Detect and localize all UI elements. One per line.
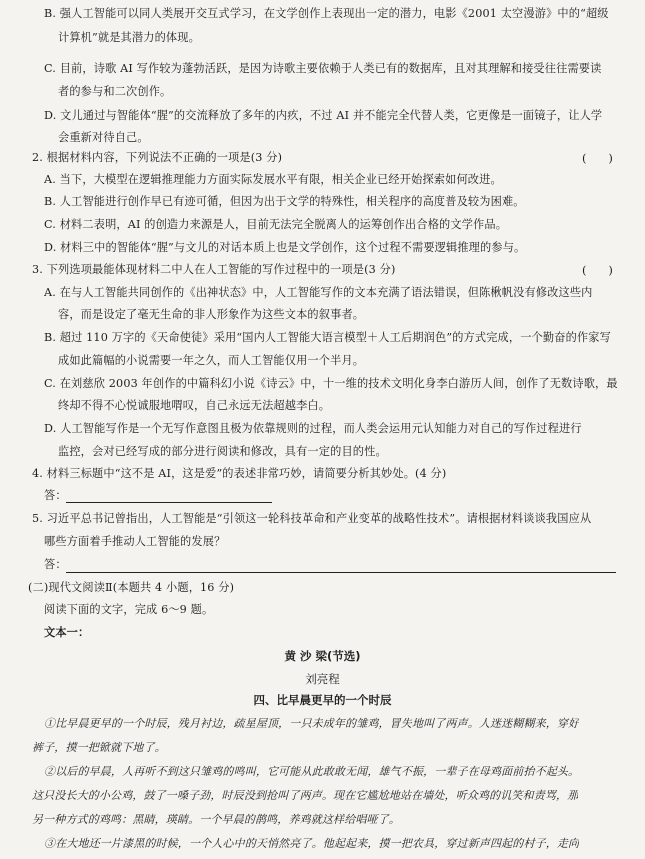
q4-stem: 4. 材料三标题中“这不是 AI，这是爱”的表述非常巧妙，请简要分析其妙处。(4 分) <box>32 467 447 480</box>
q5-stem-line2: 哪些方面着手推动人工智能的发展？ <box>44 535 226 548</box>
q1-option-d-line1: D. 文儿通过与智能体“腥”的交流释放了多年的内疚，不过 AI 并不能完全代替人类，它更像是一面镜子，让人学 <box>44 109 603 122</box>
q2-option-b: B. 人工智能进行创作早已有迹可循，但因为出于文学的特殊性，相关程序的高度普及较为困难。 <box>44 195 525 208</box>
paragraph-1-line1: ①比早晨更早的一个时辰，残月衬边，疏星屋顶，一只未成年的雏鸡，冒失地叫了两声。人迷迷糊糊来，穿好 <box>44 717 580 730</box>
q1-option-c-line1: C. 目前，诗歌 AI 写作较为蓬勃活跃，是因为诗歌主要依赖于人类已有的数据库，且对其理解和接受往往需要读 <box>44 62 602 75</box>
q1-option-b-line1: B. 强人工智能可以同人类展开交互式学习，在文学创作上表现出一定的潜力，电影《2001 太空漫游》中的“超级 <box>44 7 609 20</box>
q2-stem: 2. 根据材料内容，下列说法不正确的一项是(3 分) <box>32 151 283 164</box>
paragraph-2-line2: 这只没长大的小公鸡，鼓了一嗓子劲，时辰没到抢叫了两声。现在它尴尬地站在墙处，听众鸡的讥笑和责骂，那 <box>32 789 579 802</box>
q4-answer-label: 答： <box>44 489 67 502</box>
q1-option-c-line2: 者的参与和二次创作。 <box>58 85 172 98</box>
q3-option-c-line2: 终却不得不心悦诚服地喟叹，自己永远无法超越李白。 <box>58 399 331 412</box>
q3-option-d-line2: 监控，会对已经写成的部分进行阅读和修改，具有一定的目的性。 <box>58 445 387 458</box>
q3-option-a-line2: 容，而是设定了毫无生命的非人形象作为这些文本的叙事者。 <box>58 308 365 321</box>
q3-option-b-line2: 成如此篇幅的小说需要一年之久，而人工智能仅用一个半月。 <box>58 354 365 367</box>
q2-option-c: C. 材料二表明，AI 的创造力来源是人，目前无法完全脱离人的运筹创作出合格的文学作品。 <box>44 218 508 231</box>
q5-answer-label: 答： <box>44 558 67 571</box>
text-one-label: 文本一： <box>44 626 90 639</box>
q2-option-a: A. 当下，大模型在逻辑推理能力方面实际发展水平有限，相关企业已经开始探索如何改进。 <box>44 173 502 186</box>
q2-option-d: D. 材料三中的智能体“腥”与文儿的对话本质上也是文学创作，这个过程不需要逻辑推理的参与。 <box>44 241 526 254</box>
q3-option-d-line1: D. 人工智能写作是一个无写作意图且极为依靠规则的过程，而人类会运用元认知能力对自己的写作过程进行 <box>44 422 582 435</box>
q5-stem-line1: 5. 习近平总书记曾指出，人工智能是“引领这一轮科技革命和产业变革的战略性技术”。请根据材料谈谈我国应从 <box>32 512 592 525</box>
section-instruction: 阅读下面的文字，完成 6～9 题。 <box>44 603 214 616</box>
q5-answer-line[interactable] <box>66 572 616 573</box>
q3-option-b-line1: B. 超过 110 万字的《天命使徒》采用“国内人工智能大语言模型＋人工后期润色”的方式完成，一个勤奋的作家写 <box>44 331 611 344</box>
q3-answer-bracket: ( ) <box>582 263 613 277</box>
paragraph-1-line2: 裤子，摸一把锨就下地了。 <box>32 741 166 754</box>
section-heading: (二)现代文阅读Ⅱ(本题共 4 小题，16 分) <box>28 581 235 594</box>
paragraph-3-line1: ③在大地还一片漆黑的时候，一个人心中的天悄然亮了。他起起来，摸一把农具，穿过新声四起的村子，走向 <box>44 837 580 850</box>
paragraph-2-line3: 另一种方式的鸡鸣：黑睛，瑛睛。一个早晨的鹊鸣，养鸡就这样给唱哑了。 <box>32 813 400 826</box>
q3-option-c-line1: C. 在刘慈欣 2003 年创作的中篇科幻小说《诗云》中，十一维的技术文明化身李白游历人间，创作了无数诗歌，最 <box>44 377 618 390</box>
chapter-heading: 四、比早晨更早的一个时辰 <box>253 693 392 707</box>
q3-stem: 3. 下列选项最能体现材料二中人在人工智能的写作过程中的一项是(3 分) <box>32 263 396 276</box>
article-author: 刘亮程 <box>305 672 340 686</box>
q4-answer-line[interactable] <box>66 502 272 503</box>
article-title: 黄 沙 梁(节选) <box>284 649 361 663</box>
q2-answer-bracket: ( ) <box>582 151 613 165</box>
paragraph-2-line1: ②以后的早晨，人再听不到这只雏鸡的鸣叫，它可能从此敢敢无闻，雄气不振，一辈子在母鸡面前抬不起头。 <box>44 765 580 778</box>
q1-option-d-line2: 会重新对待自己。 <box>58 131 149 144</box>
q3-option-a-line1: A. 在与人工智能共同创作的《出神状态》中，人工智能写作的文本充满了语法错误，但陈楸帆没有修改这些内 <box>44 286 593 299</box>
q1-option-b-line2: 计算机”就是其潜力的体现。 <box>58 31 200 44</box>
